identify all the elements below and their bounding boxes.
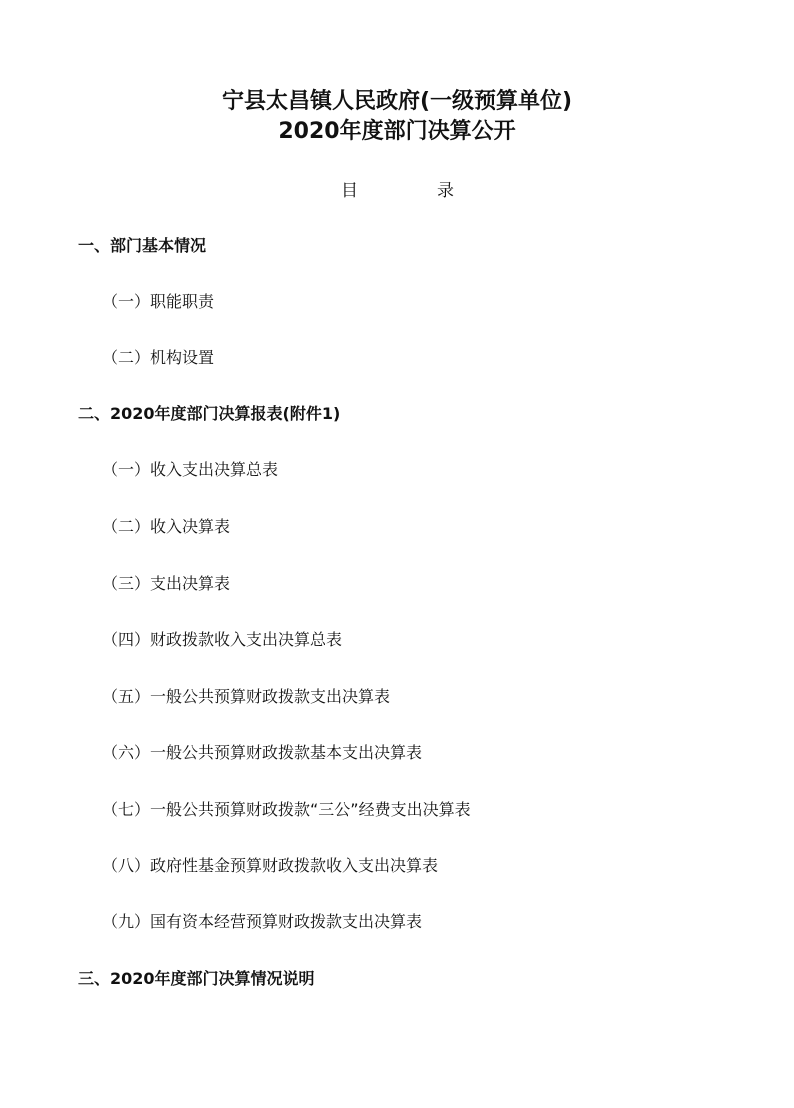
toc-item: （三）支出决算表 (102, 574, 231, 593)
toc-item: （六）一般公共预算财政拨款基本支出决算表 (102, 743, 423, 762)
toc-item: （八）政府性基金预算财政拨款收入支出决算表 (102, 856, 439, 875)
toc-heading-part-1: 目 (341, 181, 358, 201)
toc-item: （九）国有资本经营预算财政拨款支出决算表 (102, 912, 423, 931)
toc-section-1: 一、部门基本情况 (78, 236, 207, 255)
toc-section-2: 二、2020年度部门决算报表(附件1) (78, 404, 341, 423)
document-title-line-1: 宁县太昌镇人民政府(一级预算单位) (221, 89, 573, 114)
toc-item: （一）收入支出决算总表 (102, 460, 279, 479)
document-title-line-2: 2020年度部门决算公开 (278, 119, 516, 144)
toc-item: （一）职能职责 (102, 292, 215, 311)
toc-item: （七）一般公共预算财政拨款“三公”经费支出决算表 (102, 800, 471, 819)
toc-item: （二）收入决算表 (102, 517, 231, 536)
toc-item: （五）一般公共预算财政拨款支出决算表 (102, 687, 391, 706)
toc-section-3: 三、2020年度部门决算情况说明 (78, 969, 315, 988)
toc-heading-part-2: 录 (437, 181, 454, 201)
toc-item: （四）财政拨款收入支出决算总表 (102, 630, 343, 649)
toc-item: （二）机构设置 (102, 348, 215, 367)
